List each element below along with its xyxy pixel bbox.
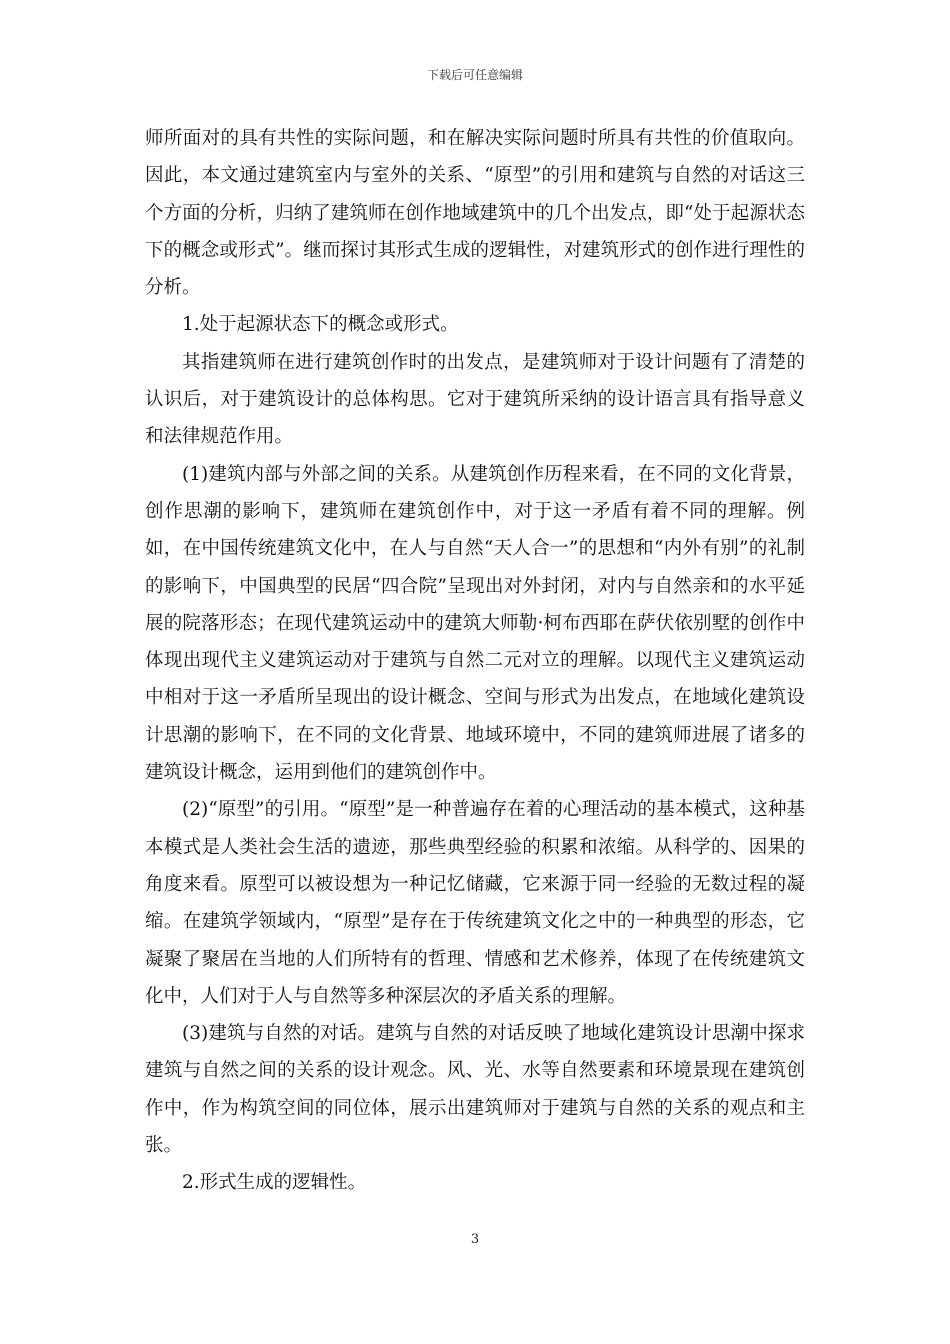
paragraph-continuation: 师所面对的具有共性的实际问题，和在解决实际问题时所具有共性的价值取向。因此，本文通过建筑室内与室外的关系、“原型”的引用和建筑与自然的对话这三个方面的分析，归纳了建筑师在创作地域建筑中的几个出发点，即“处于起源状态下的概念或形式”。继而探讨其形式生成的逻辑性，对建筑形式的创作进行理性的分析。 (145, 128, 805, 299)
paragraph-nature-dialogue: (3)建筑与自然的对话。建筑与自然的对话反映了地域化建筑设计思潮中探求建筑与自然之间的关系的设计观念。风、光、水等自然要素和环境景现在建筑创作中，作为构筑空间的同位体，展示出建筑师对于建筑与自然的关系的观点和主张。 (145, 1023, 805, 1157)
section-heading-1: 1.处于起源状态下的概念或形式。 (182, 314, 459, 336)
paragraph-prototype: (2)“原型”的引用。“原型”是一种普遍存在着的心理活动的基本模式，这种基本模式是人类社会生活的遗迹，那些典型经验的积累和浓缩。从科学的、因果的角度来看。原型可以被设想为一种记忆储藏，它来源于同一经验的无数过程的凝缩。在建筑学领域内，“原型”是存在于传统建筑文化之中的一种典型的形态，它凝聚了聚居在当地的人们所特有的哲理、情感和艺术修养，体现了在传统建筑文化中，人们对于人与自然等多种深层次的矛盾关系的理解。 (145, 799, 805, 1007)
page-number: 3 (470, 1232, 480, 1247)
paragraph-interior-exterior: (1)建筑内部与外部之间的关系。从建筑创作历程来看，在不同的文化背景，创作思潮的影响下，建筑师在建筑创作中，对于这一矛盾有着不同的理解。例如，在中国传统建筑文化中，在人与自然“天人合一”的思想和“内外有别”的礼制的影响下，中国典型的民居“四合院”呈现出对外封闭，对内与自然亲和的水平延展的院落形态；在现代建筑运动中的建筑大师勒·柯布西耶在萨伏依别墅的创作中体现出现代主义建筑运动对于建筑与自然二元对立的理解。以现代主义建筑运动中相对于这一矛盾所呈现出的设计概念、空间与形式为出发点，在地域化建筑设计思潮的影响下，在不同的文化背景、地域环境中，不同的建筑师进展了诸多的建筑设计概念，运用到他们的建筑创作中。 (145, 463, 805, 784)
document-body (145, 120, 805, 1202)
section-heading-2: 2.形式生成的逻辑性。 (182, 1172, 367, 1194)
paragraph-definition: 其指建筑师在进行建筑创作时的出发点，是建筑师对于设计问题有了清楚的认识后，对于建筑设计的总体构思。它对于建筑所采纳的设计语言具有指导意义和法律规范作用。 (145, 351, 805, 448)
page-header: 下载后可任意编辑 (426, 68, 523, 82)
